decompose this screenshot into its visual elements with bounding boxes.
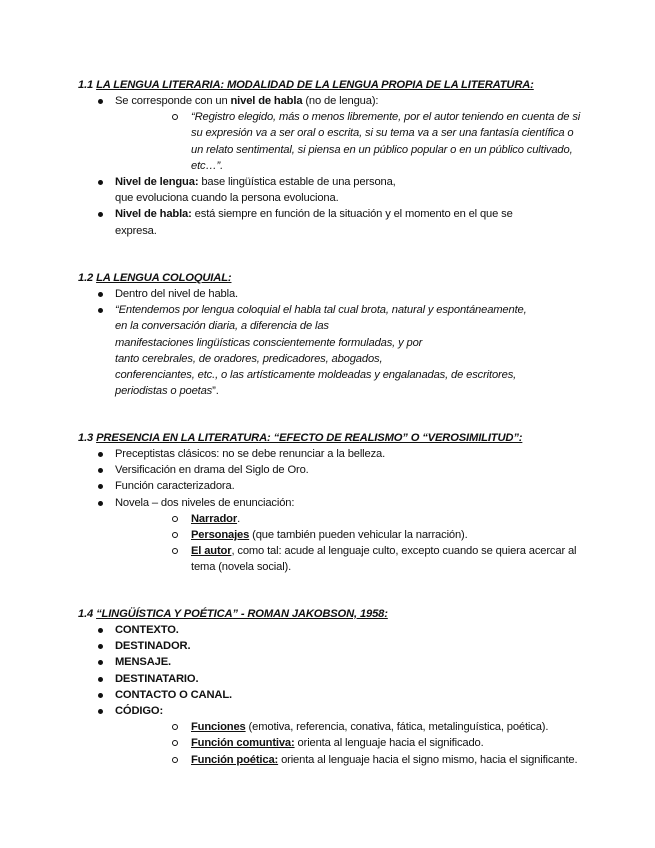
list-item: Versificación en drama del Siglo de Oro.: [78, 462, 598, 478]
list-item: CONTACTO O CANAL.: [78, 687, 598, 703]
list-item: DESTINADOR.: [78, 638, 598, 654]
quote-item: “Registro elegido, más o menos libremente, por el autor teniendo en cuenta de si su expresión va a ser oral o escrita, si su tema va a ser una fantasía científica o un relato sentimental, si piensa en un público popular o en un público cultivado, etc…”.: [153, 109, 598, 174]
list-item: DESTINATARIO.: [78, 671, 598, 687]
section-jakobson: [78, 606, 598, 768]
section-heading: 1.4 “LINGÜÍSTICA Y POÉTICA” - ROMAN JAKOBSON, 1958:: [78, 608, 388, 620]
list-item: Se corresponde con un nivel de habla (no de lengua): “Registro elegido, más o menos libremente, por el autor teniendo en cuenta de si su expresión va a ser oral o escrita, si su tema va a ser una fantasía científica o un relato sentimental, si piensa en un público popular o en un público cultivado, etc…”.: [78, 93, 598, 174]
sub-item: Función comuntiva: orienta al lenguaje hacia el significado.: [153, 735, 598, 751]
sub-list: [153, 511, 598, 576]
section-heading: 1.2 LA LENGUA COLOQUIAL:: [78, 272, 232, 284]
bullet-list: [78, 93, 598, 239]
list-item: MENSAJE.: [78, 654, 598, 670]
sub-item: Narrador.: [153, 511, 598, 527]
list-item: Novela – dos niveles de enunciación: Narrador. Personajes (que también pueden vehicular la narración). El autor, como tal: acude al lenguaje culto, excepto cuando se quiera acercar al tema (novela social).: [78, 495, 598, 576]
section-heading: 1.1 LA LENGUA LITERARIA: MODALIDAD DE LA LENGUA PROPIA DE LA LITERATURA:: [78, 79, 534, 91]
section-heading: 1.3 PRESENCIA EN LA LITERATURA: “EFECTO DE REALISMO” O “VEROSIMILITUD”:: [78, 432, 523, 444]
sub-item: Personajes (que también pueden vehicular la narración).: [153, 527, 598, 543]
list-item: Nivel de lengua: base lingüística estable de una persona, que evoluciona cuando la persona evoluciona.: [78, 174, 598, 206]
bullet-list: [78, 622, 598, 768]
sub-list: [153, 719, 598, 768]
list-item: Función caracterizadora.: [78, 478, 598, 494]
list-item: CONTEXTO.: [78, 622, 598, 638]
section-presencia-literatura: [78, 430, 598, 576]
list-item: Nivel de habla: está siempre en función de la situación y el momento en el que se expresa.: [78, 206, 598, 238]
sub-item: Función poética: orienta al lenguaje hacia el signo mismo, hacia el significante.: [153, 752, 598, 768]
list-item: Preceptistas clásicos: no se debe renunciar a la belleza.: [78, 446, 598, 462]
bullet-list: [78, 286, 598, 399]
section-lengua-coloquial: [78, 270, 598, 399]
bullet-list: [78, 446, 598, 576]
sub-item: El autor, como tal: acude al lenguaje culto, excepto cuando se quiera acercar al tema (novela social).: [153, 543, 598, 575]
section-lengua-literaria: [78, 77, 598, 239]
sub-list: [153, 109, 598, 174]
list-item: CÓDIGO: Funciones (emotiva, referencia, conativa, fática, metalinguística, poética). Función comuntiva: orienta al lenguaje hacia el significado. Función poética: orienta al lenguaje hacia el signo mismo, hacia el significante.: [78, 703, 598, 768]
sub-item: Funciones (emotiva, referencia, conativa, fática, metalinguística, poética).: [153, 719, 598, 735]
quote-item: “Entendemos por lengua coloquial el habla tal cual brota, natural y espontáneamente, en la conversación diaria, a diferencia de las manifestaciones lingüísticas conscientemente formuladas, y por tanto cerebrales, de oradores, predicadores, abogados, conferenciantes, etc., o las artísticamente moldeadas y engalanadas, de escritores, periodistas o poetas”.: [78, 302, 598, 399]
list-item: Dentro del nivel de habla.: [78, 286, 598, 302]
